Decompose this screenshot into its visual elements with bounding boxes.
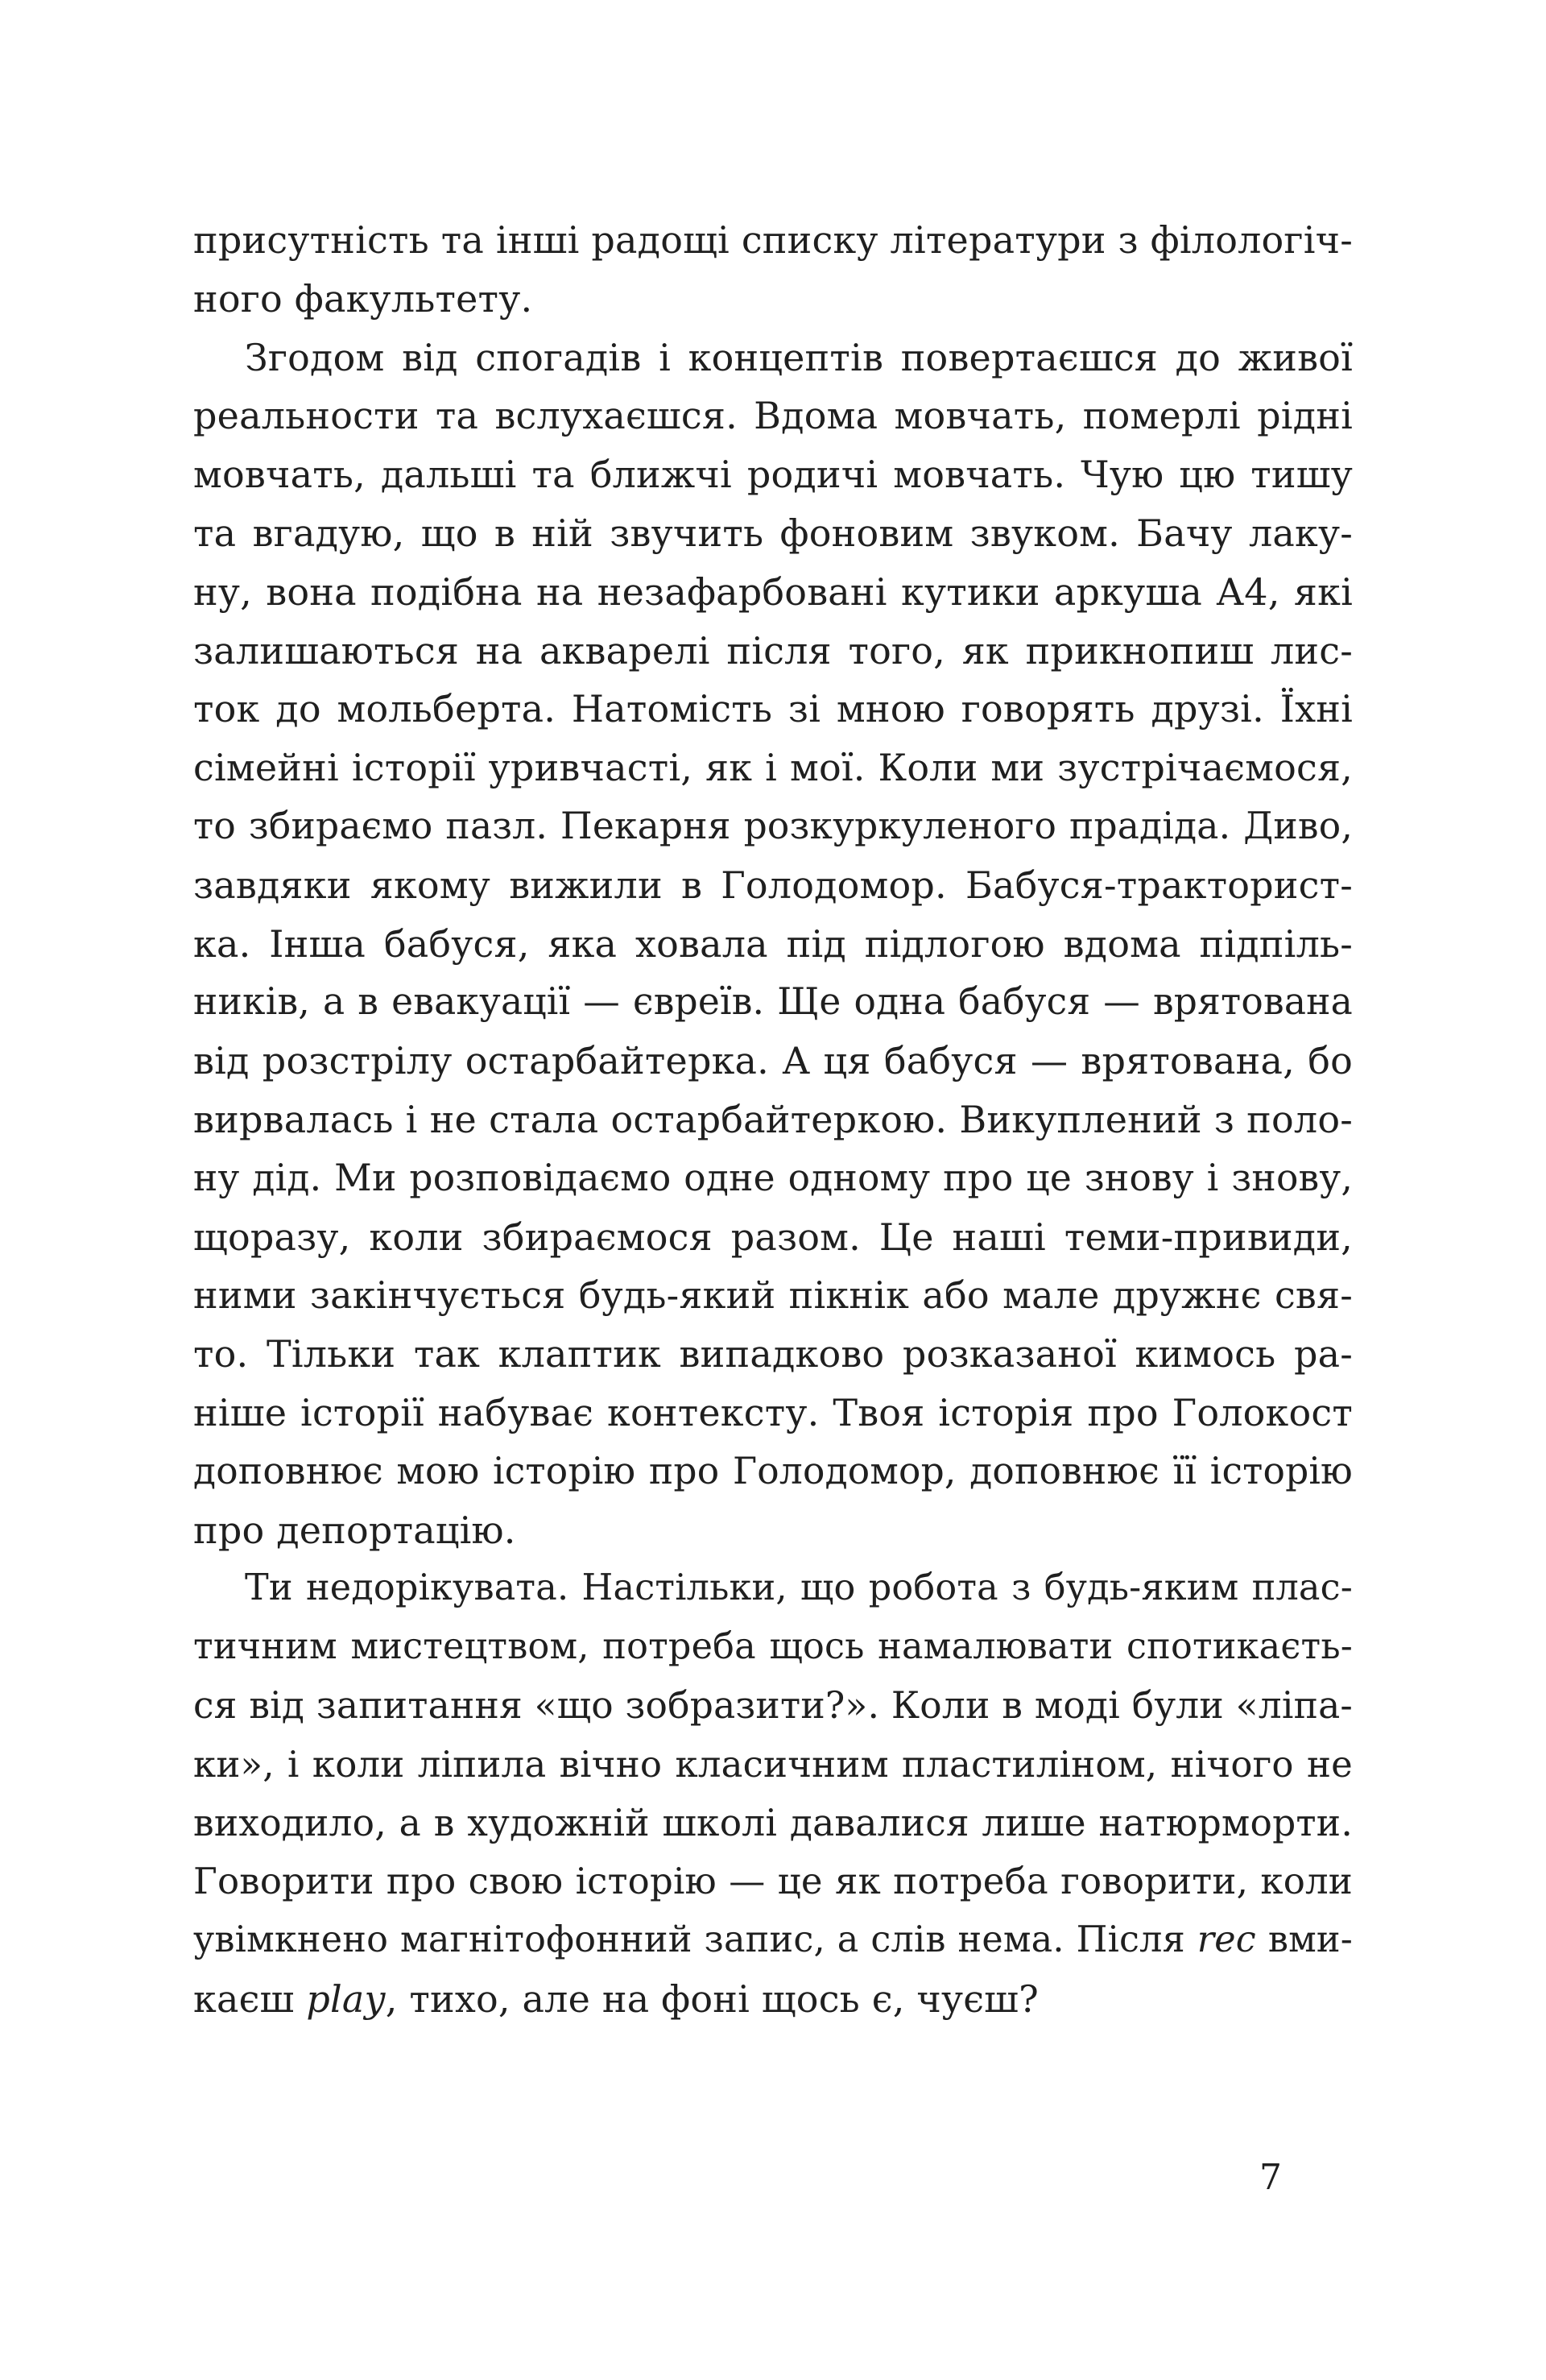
text-line: мовчать, дальші та ближчі родичі мовчать. Чую цю тишу [193,453,1353,497]
italic-word: play [306,1976,386,2021]
text-line: вирвалась і не стала остарбайтеркою. Викуплений з поло- [193,1097,1353,1141]
body-text [193,211,1353,2029]
text-line: ного факультету. [193,276,533,321]
text-line: доповнює мою історію про Голодомор, доповнює її історію [193,1449,1353,1492]
text-line: залишаються на акварелі після того, як прикнопиш лис- [193,628,1353,673]
text-line: ніше історії набуває контексту. Твоя історія про Голокост [193,1390,1353,1434]
text-segment: увімкнено магнітофонний запис, а слів нема. Після [193,1919,1185,1961]
text-line: виходило, а в художній школі давалися лише натюрморти. [193,1801,1353,1844]
text-line: Говорити про свою історію — це як потреба говорити, коли [193,1860,1353,1903]
text-line: ток до мольберта. Натомість зі мною говорять друзі. Їхні [193,687,1353,731]
text-line: то збираємо пазл. Пекарня розкуркуленого прадіда. Диво, [193,804,1353,847]
text-line: присутність та інші радощі списку літератури з філологіч- [193,218,1353,262]
text-line: ними закінчується будь-який пікнік або мале дружнє свя- [193,1273,1353,1318]
text-line: сімейні історії уривчасті, як і мої. Коли ми зустрічаємося, [193,746,1353,790]
text-line: ка. Інша бабуся, яка ховала під підлогою вдома підпіль- [193,921,1353,966]
text-line: тичним мистецтвом, потреба щось намалювати спотикаєть- [193,1626,1353,1668]
text-line-mixed [193,1911,1353,1970]
text-line: реальности та вслухаєшся. Вдома мовчать, померлі рідні [193,394,1353,438]
text-line: від розстрілу остарбайтерка. А ця бабуся — врятована, бо [193,1039,1353,1083]
text-line: ки», і коли ліпила вічно класичним пластиліном, нічого не [193,1742,1353,1786]
text-line: Згодом від спогадів і концептів повертаєшся до живої [245,335,1353,379]
text-segment: , тихо, але на фоні щось є, чуєш? [385,1976,1040,2021]
text-line-mixed [193,1970,1353,2029]
text-line: та вгадую, що в ній звучить фоновим звуком. Бачу лаку- [193,511,1353,555]
italic-word: rec [1197,1919,1256,1961]
text-segment: каєш [193,1976,295,2021]
text-segment: вми- [1267,1919,1353,1961]
text-line: ну дід. Ми розповідаємо одне одному про це знову і знову, [193,1156,1353,1199]
text-line: завдяки якому вижили в Голодомор. Бабуся-тракторист- [193,863,1353,907]
text-line: про депортацію. [193,1508,516,1552]
text-line: Ти недорікувата. Настільки, що робота з будь-яким плас- [245,1567,1353,1609]
text-line: то. Тільки так клаптик випадково розказаної кимось ра- [193,1332,1353,1376]
text-line: щоразу, коли збираємося разом. Це наші теми-привиди, [193,1215,1353,1259]
text-line: ну, вона подібна на незафарбовані кутики аркуша А4, які [193,569,1353,614]
text-line: ників, а в евакуації — євреїв. Ще одна бабуся — врятована [193,980,1353,1024]
page-number: 7 [1259,2157,1282,2198]
text-line: ся від запитання «що зобразити?». Коли в моді були «ліпа- [193,1683,1353,1727]
